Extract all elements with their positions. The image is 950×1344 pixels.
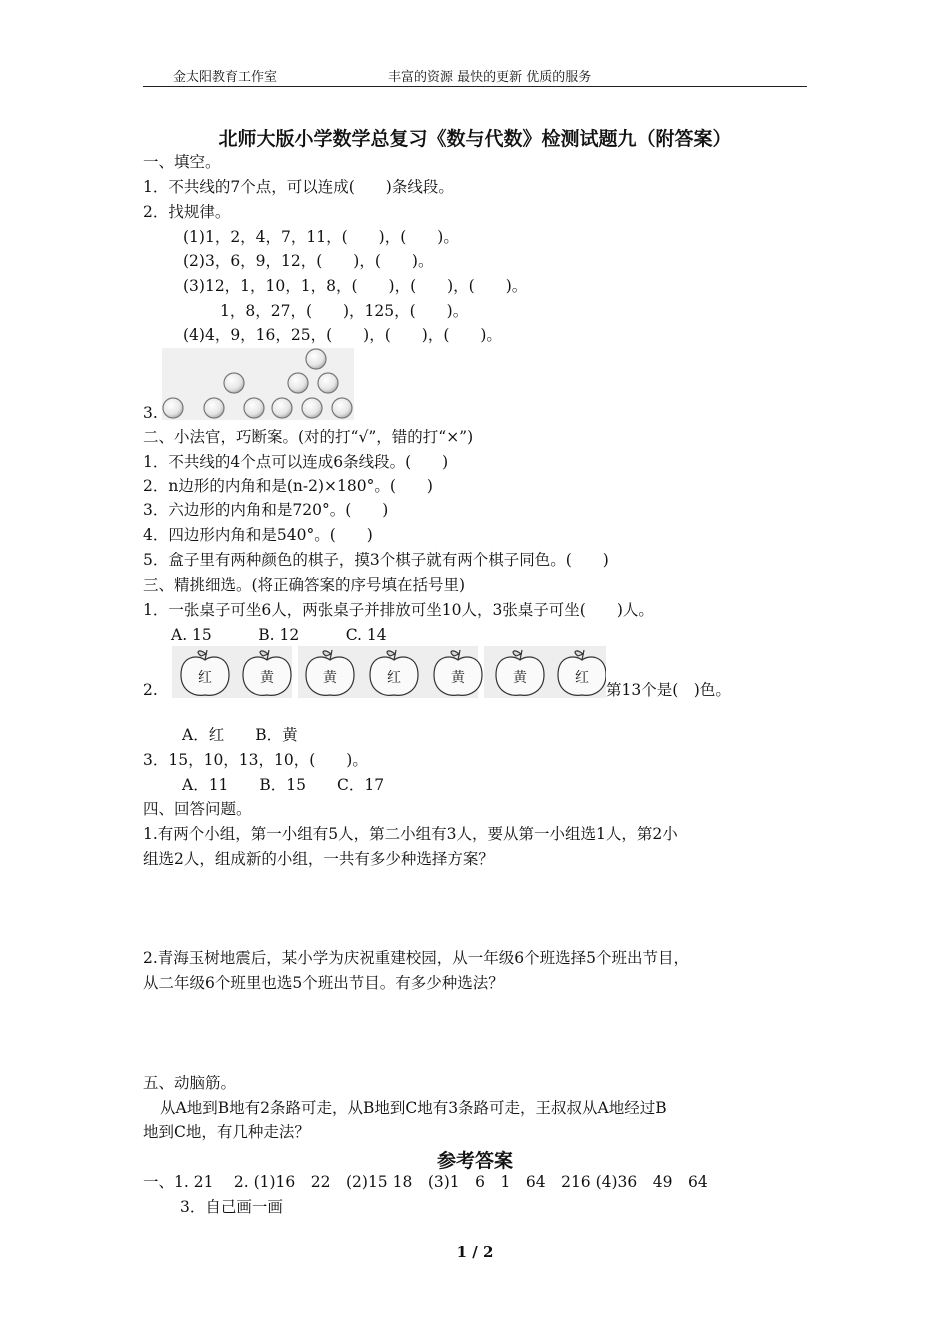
circle <box>244 398 264 418</box>
apple-label: 黄 <box>260 670 274 686</box>
circle <box>332 398 352 418</box>
circle <box>318 373 338 393</box>
apple-sequence-figure <box>172 644 606 700</box>
apple-label: 红 <box>575 670 589 686</box>
question-1-1: 1．不共线的7个点，可以连成( )条线段。 <box>143 178 454 196</box>
apple-label: 红 <box>387 670 401 686</box>
apple-label: 黄 <box>323 670 337 686</box>
apple <box>181 650 229 695</box>
header-left: 金太阳教育工作室 <box>173 70 278 85</box>
apple <box>370 650 418 695</box>
question-3-2-options: A．红 B．黄 <box>182 726 298 744</box>
section-2-heading: 二、小法官，巧断案。(对的打“√”，错的打“×”) <box>143 428 474 446</box>
apple <box>306 650 354 695</box>
question-5-line2: 地到C地，有几种走法？ <box>143 1123 310 1141</box>
circle <box>224 373 244 393</box>
section-4-heading: 四、回答问题。 <box>143 800 252 818</box>
apple-label: 黄 <box>451 670 465 686</box>
question-2-1: 1．不共线的4个点可以连成6条线段。( ) <box>143 453 449 471</box>
question-4-1-line1: 1.有两个小组，第一小组有5人，第二小组有3人，要从第一小组选1人，第2小 <box>143 825 678 843</box>
question-4-2-line2: 从二年级6个班里也选5个班出节目。有多少种选法？ <box>143 974 504 992</box>
page-number: 1 / 2 <box>456 1243 494 1261</box>
circle <box>306 349 326 369</box>
question-3-3: 3．15，10，13，10，( )。 <box>143 751 368 769</box>
question-3-1: 1．一张桌子可坐6人，两张桌子并排放可坐10人，3张桌子可坐( )人。 <box>143 601 654 619</box>
apple-label: 红 <box>198 670 212 686</box>
page-title: 北师大版小学数学总复习《数与代数》检测试题九（附答案） <box>218 128 732 150</box>
section-5-heading: 五、动脑筋。 <box>143 1074 237 1092</box>
question-3-2-text: 第13个是( )色。 <box>606 681 731 699</box>
apple <box>243 650 291 695</box>
section-3-heading: 三、精挑细选。(将正确答案的序号填在括号里) <box>143 576 466 594</box>
question-1-2-part4: (4)4，9，16，25，( )，( )，( )。 <box>183 326 502 344</box>
circle <box>163 398 183 418</box>
question-2-4: 4．四边形内角和是540°。( ) <box>143 526 373 544</box>
question-5-line1: 从A地到B地有2条路可走，从B地到C地有3条路可走，王叔叔从A地经过B <box>160 1099 667 1117</box>
apple <box>434 650 482 695</box>
question-4-2-line1: 2.青海玉树地震后，某小学为庆祝重建校园，从一年级6个班选择5个班出节目， <box>143 949 690 967</box>
question-2-5: 5．盒子里有两种颜色的棋子，摸3个棋子就有两个棋子同色。( ) <box>143 551 609 569</box>
page-header <box>143 64 807 87</box>
answer-line-1: 一、1. 21 2. (1)16 22 (2)15 18 (3)1 6 1 64 216 (4)36 49 64 <box>143 1173 708 1191</box>
answer-title: 参考答案 <box>436 1150 513 1172</box>
answer-line-2: 3．自己画一画 <box>180 1198 283 1216</box>
section-1-heading: 一、填空。 <box>143 153 221 171</box>
question-1-2-part1: (1)1，2，4，7，11，( )，( )。 <box>183 228 459 246</box>
question-3-3-options: A．11 B．15 C．17 <box>182 776 385 794</box>
question-4-1-line2: 组选2人，组成新的小组，一共有多少种选择方案？ <box>143 850 494 868</box>
question-1-3: 3. <box>143 404 158 422</box>
circle <box>288 373 308 393</box>
question-2-3: 3．六边形的内角和是720°。( ) <box>143 501 389 519</box>
circle <box>302 398 322 418</box>
circle <box>272 398 292 418</box>
circle <box>204 398 224 418</box>
question-1-2-part3b: 1，8，27，( )，125，( )。 <box>220 302 469 320</box>
question-1-2: 2．找规律。 <box>143 203 231 221</box>
question-2-2: 2．n边形的内角和是(n-2)×180°。( ) <box>143 477 433 495</box>
circle-pattern-svg <box>162 348 354 420</box>
apple <box>558 650 606 695</box>
question-1-2-part3: (3)12，1，10，1，8，( )，( )，( )。 <box>183 277 528 295</box>
header-right: 丰富的资源 最快的更新 优质的服务 <box>388 70 592 85</box>
apple <box>496 650 544 695</box>
question-3-2: 2. <box>143 681 158 699</box>
circle-pattern-figure <box>162 348 354 420</box>
apple-svg <box>172 644 606 700</box>
question-3-1-options: A. 15 B. 12 C. 14 <box>171 626 387 644</box>
apple-label: 黄 <box>513 670 527 686</box>
question-1-2-part2: (2)3，6，9，12，( )，( )。 <box>183 252 434 270</box>
